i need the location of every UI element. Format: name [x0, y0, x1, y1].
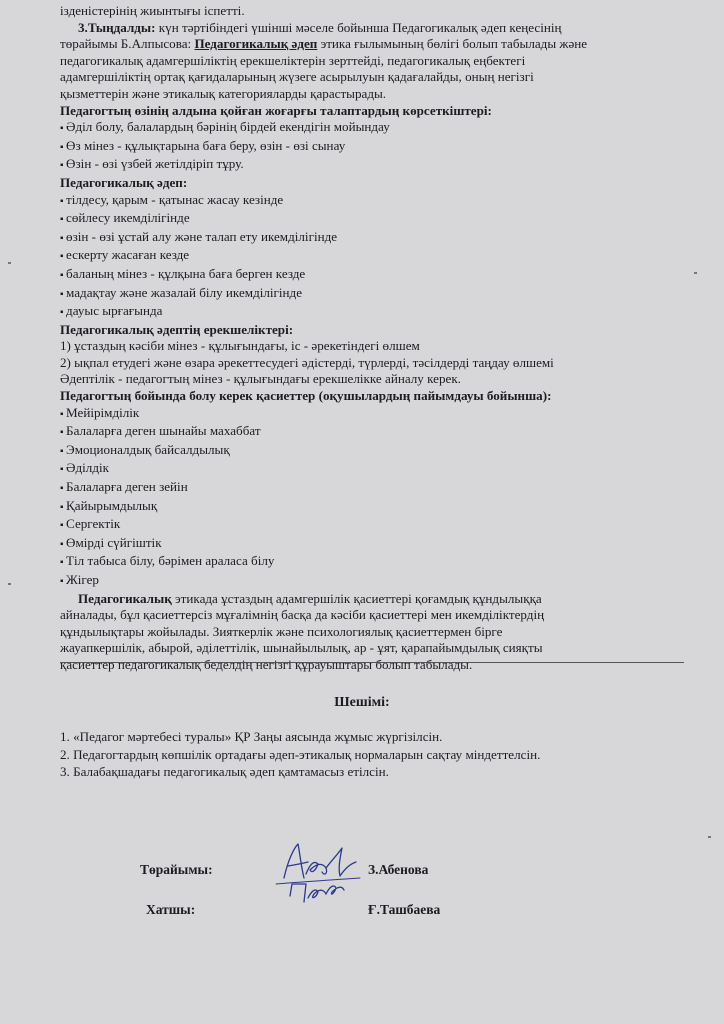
heading-text: Педагогикалық әдептің ерекшеліктері: — [60, 321, 294, 337]
body-line — [60, 338, 688, 355]
bullet-text: Қайырымдылық — [66, 497, 158, 513]
body-line — [60, 355, 688, 372]
body-line — [60, 640, 688, 657]
secretary-label: Хатшы: — [146, 902, 196, 917]
bullet-item — [60, 285, 688, 304]
bullet-item — [60, 138, 688, 157]
bullet-item — [60, 479, 688, 498]
body-line — [60, 69, 688, 86]
scan-speck — [8, 583, 11, 585]
scan-speck — [694, 272, 697, 274]
signature-stroke — [276, 878, 360, 884]
bullet-text: дауыс ырғағында — [66, 303, 163, 319]
bullet-item — [60, 553, 688, 572]
line-text: күн тәртібіндегі үшінші мәселе бойынша Педагогикалық әдеп кеңесінің — [158, 19, 562, 35]
line-text: этика ғылымының бөлігі болып табылады және — [317, 36, 588, 52]
decision-item: 1. «Педагог мәртебесі туралы» ҚР Заңы аясында жұмыс жүргізілсін. — [60, 729, 443, 744]
line-text: педагогикалық адамгершіліктің ерекшеліктерін зерттейді, педагогикалық еңбектегі — [60, 52, 526, 68]
bullet-text: Өз мінез - құлықтарына баға беру, өзін - өзі сынау — [66, 137, 346, 153]
bullet-text: Әділдік — [66, 460, 109, 476]
bullet-text: Мейірімділік — [66, 404, 140, 420]
decision-item: 2. Педагогтардың көпшілік ортадағы әдеп-этикалық нормаларын сақтау міндеттелсін. — [60, 746, 541, 762]
handwritten-signatures — [270, 838, 365, 923]
decision-list — [60, 728, 540, 781]
term-highlight: Педагогикалық әдеп — [194, 36, 318, 52]
line-text: ізденістерінің жиынтығы іспетті. — [60, 3, 245, 18]
bullet-item — [60, 119, 688, 138]
bullet-text: Сергектік — [66, 516, 121, 532]
bullet-text: Балаларға деген шынайы махаббат — [66, 423, 261, 439]
body-line — [60, 53, 688, 70]
line-text: 1) ұстаздың кәсіби мінез - құлығындағы, іс - әрекетіндегі өлшем — [60, 338, 420, 354]
signature-stroke — [288, 862, 308, 866]
line-text: Әдептілік - педагогтың мінез - құлығындағы ерекшелікке айналу керек. — [60, 371, 461, 387]
signature-stroke — [290, 884, 306, 902]
chair-name: З.Абенова — [368, 862, 429, 877]
section-heading — [60, 388, 688, 405]
line-text: қасиеттер педагогикалық беделдің негізгі құрауыштары болып табылады. — [60, 656, 473, 672]
bullet-item — [60, 210, 688, 229]
line-text: қызметтерін және этикалық категорияларды қарастырады. — [60, 85, 387, 101]
body-line — [60, 86, 688, 103]
item-number-label: 3.Тыңдалды: — [78, 19, 159, 35]
bullet-text: Өмірді сүйгіштік — [66, 534, 162, 550]
bullet-item — [60, 498, 688, 517]
body-line — [60, 624, 688, 641]
body-line — [60, 657, 688, 674]
signature-stroke — [284, 844, 304, 878]
body-line — [60, 3, 688, 20]
bullet-text: тілдесу, қарым - қатынас жасау кезінде — [66, 191, 284, 207]
line-text: жауапкершілік, абырой, әділеттілік, шынайылылық, ар - ұят, қарапайымдылық сияқты — [60, 640, 543, 656]
bullet-item — [60, 442, 688, 461]
bullet-text: Эмоционалдық байсалдылық — [66, 441, 230, 457]
divider-line — [60, 662, 684, 663]
heading-text: Педагогтың өзінің алдына қойған жоғарғы талаптардың көрсеткіштері: — [60, 102, 492, 118]
bullet-text: Өзін - өзі үзбей жетілдіріп тұру. — [66, 156, 244, 172]
signature-stroke — [306, 862, 327, 874]
section-heading — [60, 103, 688, 120]
bullet-item — [60, 460, 688, 479]
signature-stroke — [308, 890, 326, 898]
bullet-item — [60, 535, 688, 554]
body-line — [60, 607, 688, 624]
scan-speck — [8, 262, 11, 264]
line-text: құндылықтары жойылады. Зияткерлік және психологиялық қасиеттермен бірге — [60, 623, 503, 639]
body-line — [60, 36, 688, 53]
line-text: этикада ұстаздың адамгершілік қасиеттері қоғамдық құндылыққа — [171, 590, 542, 606]
term-highlight: Педагогикалық — [78, 590, 172, 606]
bullet-item — [60, 247, 688, 266]
bullet-item — [60, 266, 688, 285]
heading-text: Педагогтың бойында болу керек қасиеттер (оқушылардың пайымдауы бойынша): — [60, 388, 552, 404]
bullet-item — [60, 423, 688, 442]
line-text: адамгершіліктің ортақ қағидаларының жүзеге асырылуын қадағалайды, оның негізгі — [60, 69, 534, 85]
bullet-text: сөйлесу икемділігінде — [66, 210, 190, 226]
body-line — [60, 591, 688, 608]
bullet-text: ескерту жасаған кезде — [66, 247, 190, 263]
section-heading — [60, 322, 688, 339]
minutes-body — [60, 3, 688, 674]
chair-label: Төрайымы: — [140, 862, 213, 877]
decision-item: 3. Балабақшадағы педагогикалық әдеп қамтамасыз етілсін. — [60, 764, 389, 779]
bullet-text: Жігер — [66, 572, 99, 587]
decision-heading: Шешімі: — [334, 695, 390, 710]
bullet-text: өзін - өзі ұстай алу және талап ету икемділігінде — [66, 228, 338, 244]
bullet-text: мадақтау және жазалай білу икемділігінде — [66, 284, 303, 300]
body-line — [60, 371, 688, 388]
bullet-text: Тіл табыса білу, бәрімен араласа білу — [66, 553, 275, 569]
bullet-item — [60, 516, 688, 535]
bullet-item — [60, 303, 688, 322]
bullet-item — [60, 405, 688, 424]
signature-stroke — [326, 886, 344, 894]
line-text: айналады, бұл қасиеттерсіз мұғалімнің басқа да кәсіби қасиеттері мен икемділіктердің — [60, 607, 545, 623]
secretary-name: Ғ.Ташбаева — [368, 902, 441, 917]
bullet-item — [60, 229, 688, 248]
bullet-item — [60, 192, 688, 211]
bullet-text: Әділ болу, балалардың бәрінің бірдей екендігін мойындау — [66, 119, 390, 135]
bullet-text: баланың мінез - құлқына баға берген кезде — [66, 265, 306, 281]
line-text: 2) ықпал етудегі және өзара әрекеттесудегі әдістерді, түрлерді, тәсілдерді таңдау өлшемі — [60, 354, 554, 370]
bullet-item — [60, 572, 688, 591]
signature-stroke — [326, 848, 356, 876]
bullet-text: Балаларға деген зейін — [66, 479, 188, 495]
heading-text: Педагогикалық әдеп: — [60, 174, 188, 190]
body-line — [60, 20, 688, 37]
line-text: төрайымы Б.Алпысова: — [60, 36, 195, 52]
scan-speck — [708, 836, 711, 838]
bullet-item — [60, 156, 688, 175]
section-heading — [60, 175, 688, 192]
